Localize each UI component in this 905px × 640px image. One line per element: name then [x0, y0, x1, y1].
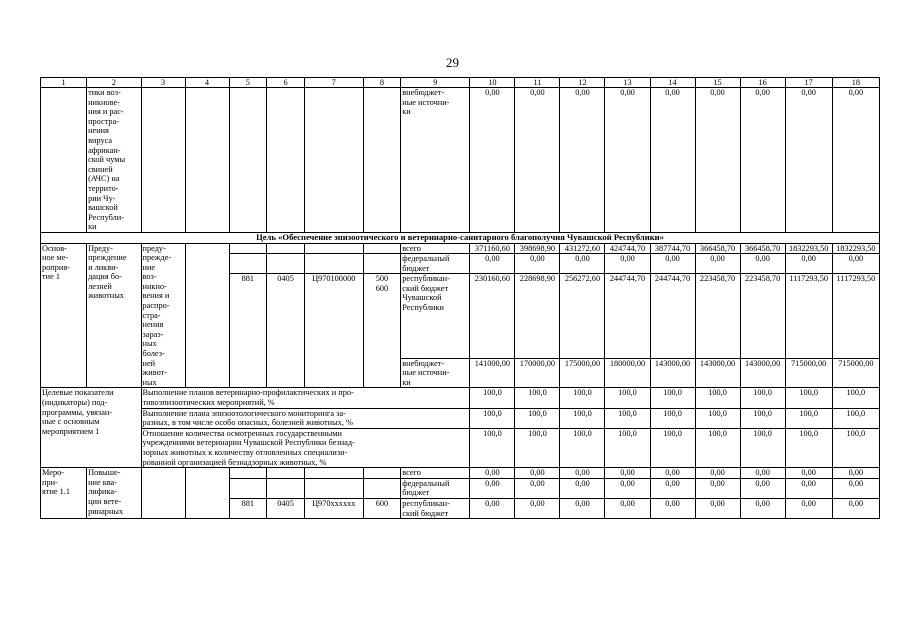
code-section: 0405: [267, 274, 305, 388]
column-header: 17: [785, 78, 832, 88]
text-line: ные с основным: [42, 417, 100, 427]
text-line: всего: [402, 243, 421, 253]
value-cell: 100,0: [740, 408, 785, 428]
text-line: Целевые показатели: [42, 388, 114, 398]
value-cell: 371160,60: [470, 243, 515, 254]
value-cell: 0,00: [560, 478, 605, 498]
funding-source: [401, 468, 470, 479]
value-cell: 0,00: [740, 88, 785, 233]
value-cell: 0,00: [785, 88, 832, 233]
column-header: 5: [229, 78, 267, 88]
value-cell: 0,00: [650, 254, 695, 274]
value-cell: 100,0: [650, 428, 695, 467]
text-line: ных: [142, 339, 157, 349]
text-line: республикан-: [402, 274, 450, 284]
value-cell: 0,00: [695, 88, 740, 233]
value-cell: 1832293,50: [832, 243, 879, 254]
table-row: [41, 232, 880, 243]
value-cell: 0,00: [560, 88, 605, 233]
value-cell: 143000,00: [740, 358, 785, 388]
text-line: ки: [402, 107, 411, 117]
text-line: рованной организацией безнадзорных животных, %: [142, 457, 327, 467]
event-type: [41, 468, 87, 519]
text-line: никнове-: [88, 97, 120, 107]
value-cell: 100,0: [650, 388, 695, 408]
text-line: 500: [375, 274, 389, 284]
value-cell: 100,0: [695, 428, 740, 467]
value-cell: 100,0: [560, 408, 605, 428]
event-description: [87, 88, 141, 233]
value-cell: 715000,00: [785, 358, 832, 388]
text-line: простра-: [88, 116, 120, 126]
value-cell: 223458,70: [740, 274, 785, 358]
text-line: Отношение количества осмотренных государственными: [142, 428, 342, 438]
text-line: тие 1: [42, 272, 60, 282]
value-cell: 100,0: [470, 408, 515, 428]
text-line: ния и рас-: [88, 107, 124, 117]
table-cell: [363, 88, 401, 233]
text-line: роприя-: [42, 262, 70, 272]
text-line: африкан-: [88, 145, 121, 155]
table-row: [41, 388, 880, 408]
value-cell: 100,0: [470, 388, 515, 408]
table-cell: [141, 88, 185, 233]
value-cell: 100,0: [470, 428, 515, 467]
indicator-text: [141, 428, 470, 467]
value-cell: 180000,00: [605, 358, 650, 388]
value-cell: 0,00: [785, 498, 832, 518]
text-line: воз-: [142, 272, 157, 282]
text-line: всего: [402, 468, 421, 478]
column-header: 1: [41, 78, 87, 88]
funding-source: [401, 254, 470, 274]
funding-source: [401, 358, 470, 388]
table-cell: [304, 468, 363, 479]
value-cell: 100,0: [515, 388, 560, 408]
value-cell: 0,00: [785, 254, 832, 274]
code-target-article: Ц970100000: [304, 274, 363, 388]
column-header: 10: [470, 78, 515, 88]
value-cell: 175000,00: [560, 358, 605, 388]
indicator-text: [141, 388, 470, 408]
indicator-text: [141, 408, 470, 428]
table-cell: [267, 88, 305, 233]
value-cell: 0,00: [832, 468, 879, 479]
table-cell: [363, 478, 401, 498]
code-grbs: 881: [229, 274, 267, 388]
text-line: (индикаторы) под-: [42, 398, 108, 407]
goal-heading: Цель «Обеспечение эпизоотического и ветеринарно-санитарного благополучия Чувашской Республики»: [41, 232, 880, 243]
value-cell: 100,0: [832, 428, 879, 467]
value-cell: 0,00: [515, 498, 560, 518]
value-cell: 424744,70: [605, 243, 650, 254]
value-cell: 100,0: [695, 408, 740, 428]
value-cell: 0,00: [740, 468, 785, 479]
value-cell: 0,00: [785, 468, 832, 479]
table-cell: [41, 88, 87, 233]
value-cell: 0,00: [515, 88, 560, 233]
value-cell: 0,00: [785, 478, 832, 498]
text-line: (АЧС) на: [88, 174, 120, 184]
table-cell: [229, 468, 267, 479]
text-line: внебюджет-: [402, 88, 445, 97]
text-line: нения: [142, 320, 164, 330]
column-header: 7: [304, 78, 363, 88]
column-header: 9: [401, 78, 470, 88]
table-cell: [267, 468, 305, 479]
value-cell: 0,00: [832, 254, 879, 274]
code-expense-group: 600: [363, 498, 401, 518]
code-target-article: Ц970xxxxxx: [304, 498, 363, 518]
value-cell: 100,0: [785, 388, 832, 408]
value-cell: 0,00: [470, 498, 515, 518]
value-cell: 0,00: [470, 254, 515, 274]
value-cell: 100,0: [515, 428, 560, 467]
value-cell: 0,00: [605, 468, 650, 479]
text-line: разных, в том числе особо опасных, болезней животных, %: [142, 418, 353, 428]
funding-source: [401, 498, 470, 518]
code-grbs: 881: [229, 498, 267, 518]
text-line: болез-: [142, 349, 165, 359]
indicators-label: [41, 388, 142, 468]
text-line: мероприятием 1: [42, 426, 100, 436]
value-cell: 0,00: [832, 498, 879, 518]
text-line: Выполнение планов ветеринарно-профилактических и про-: [142, 388, 354, 398]
column-header: 13: [605, 78, 650, 88]
column-header: 8: [363, 78, 401, 88]
text-line: Основ-: [42, 243, 67, 253]
table-cell: [229, 243, 267, 254]
value-cell: 0,00: [695, 468, 740, 479]
value-cell: 431272,60: [560, 243, 605, 254]
text-line: ринарных: [88, 506, 124, 516]
table-cell: [185, 88, 229, 233]
event-purpose: [141, 243, 185, 388]
text-line: террито-: [88, 183, 119, 193]
text-line: бюджет: [402, 263, 430, 273]
text-line: преждение: [88, 253, 127, 263]
value-cell: 0,00: [560, 468, 605, 479]
text-line: стра-: [142, 310, 161, 320]
column-header: 11: [515, 78, 560, 88]
value-cell: 0,00: [695, 478, 740, 498]
value-cell: 244744,70: [650, 274, 695, 358]
value-cell: 0,00: [605, 88, 650, 233]
value-cell: 0,00: [832, 88, 879, 233]
value-cell: 100,0: [560, 388, 605, 408]
table-cell: [229, 88, 267, 233]
text-line: преду-: [142, 243, 166, 253]
text-line: ние: [142, 262, 156, 272]
value-cell: 100,0: [740, 388, 785, 408]
event-description: [87, 468, 141, 519]
text-line: внебюджет-: [402, 358, 445, 368]
value-cell: 143000,00: [650, 358, 695, 388]
text-line: учреждениями ветеринарии Чувашской Республики безнад-: [142, 438, 355, 448]
text-line: Республи-: [88, 212, 124, 222]
text-line: ятие 1.1: [42, 487, 71, 497]
table-cell: [229, 478, 267, 498]
text-line: ской чумы: [88, 155, 126, 165]
budget-table: [40, 77, 880, 519]
text-line: ский бюджет: [402, 283, 449, 293]
value-cell: 100,0: [605, 428, 650, 467]
value-cell: 0,00: [650, 478, 695, 498]
value-cell: 0,00: [560, 254, 605, 274]
column-header: 6: [267, 78, 305, 88]
table-row: [41, 408, 880, 428]
value-cell: 143000,00: [695, 358, 740, 388]
value-cell: 100,0: [740, 428, 785, 467]
funding-source: [401, 274, 470, 358]
code-expense-group: [363, 274, 401, 388]
text-line: рии Чу-: [88, 193, 116, 203]
value-cell: 387744,70: [650, 243, 695, 254]
text-line: Преду-: [88, 243, 113, 253]
text-line: и ликви-: [88, 262, 119, 272]
value-cell: 1117293,50: [832, 274, 879, 358]
value-cell: 100,0: [560, 428, 605, 467]
text-line: тики воз-: [88, 88, 121, 97]
text-line: вения и: [142, 291, 170, 301]
value-cell: 0,00: [695, 498, 740, 518]
table-cell: [363, 468, 401, 479]
text-line: бюджет: [402, 488, 430, 498]
column-header: 3: [141, 78, 185, 88]
value-cell: 0,00: [605, 498, 650, 518]
funding-source: [401, 243, 470, 254]
code-section: 0405: [267, 498, 305, 518]
value-cell: 100,0: [832, 408, 879, 428]
text-line: живот-: [142, 368, 167, 378]
column-header: 18: [832, 78, 879, 88]
value-cell: 223458,70: [695, 274, 740, 358]
value-cell: 100,0: [785, 408, 832, 428]
text-line: прежде-: [142, 253, 172, 263]
event-description: [87, 243, 141, 388]
table-cell: [267, 254, 305, 274]
table-cell: [185, 468, 229, 519]
value-cell: 366458,70: [740, 243, 785, 254]
value-cell: 0,00: [740, 498, 785, 518]
text-line: ное ме-: [42, 253, 69, 263]
funding-source: [401, 88, 470, 233]
text-line: животных: [88, 291, 124, 301]
value-cell: 0,00: [605, 254, 650, 274]
value-cell: 0,00: [470, 478, 515, 498]
column-header: 14: [650, 78, 695, 88]
text-line: нения: [88, 126, 109, 136]
text-line: федеральный: [402, 478, 450, 488]
value-cell: 0,00: [695, 254, 740, 274]
value-cell: 244744,70: [605, 274, 650, 358]
value-cell: 100,0: [695, 388, 740, 408]
text-line: свиней: [88, 164, 113, 174]
text-line: вируса: [88, 135, 113, 145]
text-line: дация бо-: [88, 272, 122, 282]
table-cell: [363, 254, 401, 274]
value-cell: 100,0: [605, 388, 650, 408]
value-cell: 228698,90: [515, 274, 560, 358]
text-line: никно-: [142, 281, 167, 291]
value-cell: 100,0: [650, 408, 695, 428]
table-cell: [304, 88, 363, 233]
text-line: федеральный: [402, 254, 450, 264]
value-cell: 0,00: [515, 478, 560, 498]
table-row: [41, 88, 880, 233]
value-cell: 0,00: [650, 498, 695, 518]
text-line: лезней: [88, 281, 112, 291]
table-cell: [304, 254, 363, 274]
text-line: Выполнение плана эпизоотологического мониторинга за-: [142, 408, 346, 418]
text-line: республикан-: [402, 498, 450, 508]
text-line: тивоэпизоотических мероприятий, %: [142, 398, 275, 407]
text-line: Республики: [402, 303, 444, 313]
table-cell: [363, 243, 401, 254]
value-cell: 100,0: [832, 388, 879, 408]
text-line: ные источни-: [402, 368, 450, 378]
value-cell: 398698,90: [515, 243, 560, 254]
value-cell: 100,0: [785, 428, 832, 467]
value-cell: 100,0: [605, 408, 650, 428]
text-line: вашской: [88, 203, 118, 213]
column-header: 16: [740, 78, 785, 88]
value-cell: 0,00: [515, 468, 560, 479]
table-cell: [229, 254, 267, 274]
table-row: [41, 243, 880, 254]
table-cell: [304, 243, 363, 254]
text-line: ней: [142, 358, 156, 368]
value-cell: 1117293,50: [785, 274, 832, 358]
value-cell: 1832293,50: [785, 243, 832, 254]
text-line: Меро-: [42, 468, 65, 478]
text-line: ные источни-: [402, 97, 450, 107]
table-cell: [267, 478, 305, 498]
value-cell: 170000,00: [515, 358, 560, 388]
table-cell: [267, 243, 305, 254]
table-row: [41, 78, 880, 88]
text-line: распро-: [142, 301, 170, 311]
text-line: ки: [402, 377, 411, 387]
value-cell: 0,00: [740, 254, 785, 274]
value-cell: 0,00: [832, 478, 879, 498]
table-cell: [141, 468, 185, 519]
text-line: зараз-: [142, 329, 164, 339]
text-line: ных: [142, 377, 157, 387]
column-header: 4: [185, 78, 229, 88]
value-cell: 0,00: [470, 468, 515, 479]
text-line: лифика-: [88, 487, 117, 497]
funding-source: [401, 478, 470, 498]
value-cell: 0,00: [605, 478, 650, 498]
text-line: ский бюджет: [402, 508, 449, 518]
value-cell: 0,00: [515, 254, 560, 274]
value-cell: 100,0: [515, 408, 560, 428]
table-row: [41, 428, 880, 467]
value-cell: 230160,60: [470, 274, 515, 358]
text-line: ки: [88, 222, 97, 232]
value-cell: 256272,60: [560, 274, 605, 358]
text-line: ции вете-: [88, 496, 122, 506]
text-line: программы, увязан-: [42, 407, 113, 417]
value-cell: 0,00: [740, 478, 785, 498]
value-cell: 0,00: [470, 88, 515, 233]
value-cell: 0,00: [650, 468, 695, 479]
column-header: 2: [87, 78, 141, 88]
text-line: зорных животных к количеству отловленных специализи-: [142, 447, 348, 457]
value-cell: 366458,70: [695, 243, 740, 254]
table-cell: [185, 243, 229, 388]
column-header: 12: [560, 78, 605, 88]
text-line: Чувашской: [402, 293, 442, 303]
text-line: Повыше-: [88, 468, 121, 478]
value-cell: 0,00: [560, 498, 605, 518]
table-row: [41, 468, 880, 479]
table-cell: [304, 478, 363, 498]
value-cell: 141000,00: [470, 358, 515, 388]
page-number: 29: [446, 55, 459, 70]
value-cell: 715000,00: [832, 358, 879, 388]
column-header: 15: [695, 78, 740, 88]
value-cell: 0,00: [650, 88, 695, 233]
text-line: при-: [42, 477, 58, 487]
text-line: 600: [375, 283, 389, 293]
text-line: ние ква-: [88, 477, 117, 487]
event-type: [41, 243, 87, 388]
